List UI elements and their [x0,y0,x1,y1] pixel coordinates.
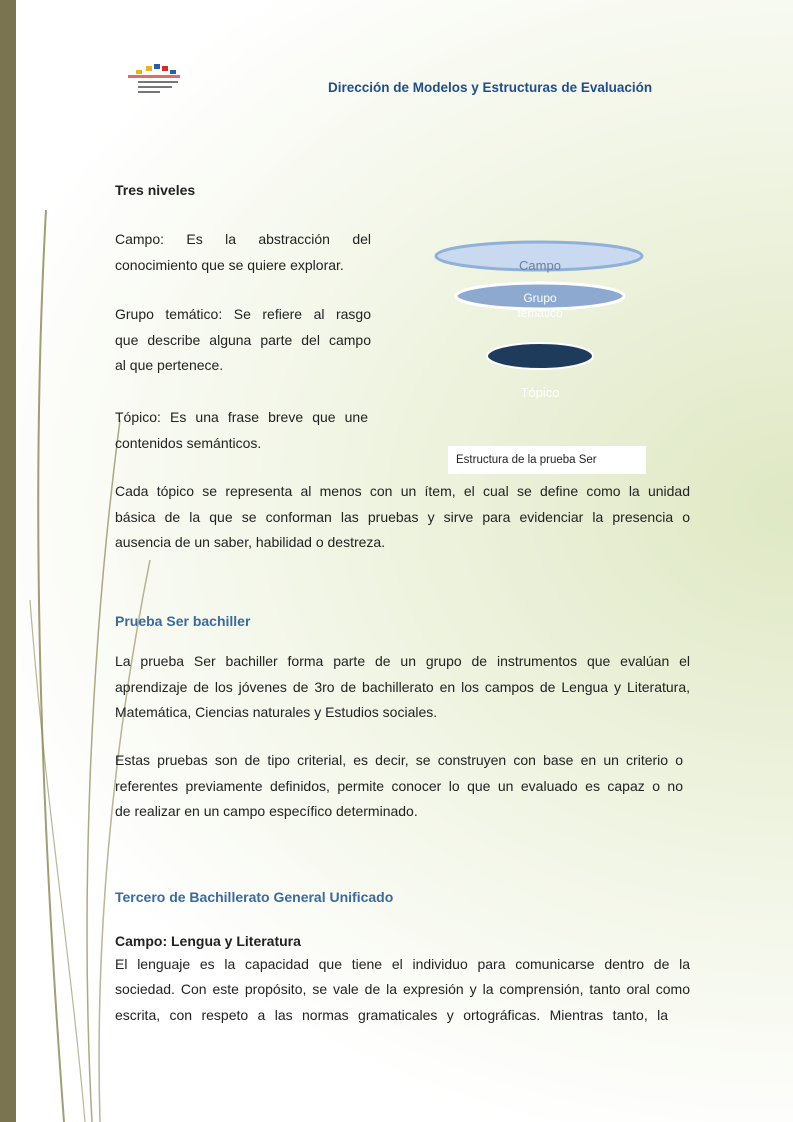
topico-paragraph-line2: básica de la que se conforman las pruebas y sirve para evidenciar la presencia o [115,509,690,525]
prueba-p1-line3: Matemática, Ciencias naturales y Estudios sociales. [115,704,438,720]
prueba-p1-line2: aprendizaje de los jóvenes de 3ro de bachillerato en los campos de Lengua y Literatura, [115,679,690,695]
grupo-label-line2: temático [517,306,563,320]
prueba-p1-line1: La prueba Ser bachiller forma parte de un grupo de instrumentos que evalúan el [115,653,690,669]
topico-paragraph-line1: Cada tópico se representa al menos con un ítem, el cual se define como la unidad [115,483,690,499]
campo-definition-line2: conocimiento que se quiere explorar. [115,257,344,273]
grupo-label-line1: Grupo [523,291,557,305]
campo-label: Campo [519,258,561,273]
topico-definition-line2: contenidos semánticos. [115,435,262,451]
lengua-line2: sociedad. Con este propósito, se vale de la expresión y la comprensión, tanto oral como [115,981,690,997]
subheading-campo-lengua: Campo: Lengua y Literatura [115,933,301,949]
grupo-definition-line1: Grupo temático: Se refiere al rasgo [115,306,371,322]
heading-tres-niveles: Tres niveles [115,182,196,198]
topico-label: Tópico [520,385,560,400]
grupo-definition-line2: que describe alguna parte del campo [115,332,371,348]
heading-prueba-ser-bachiller: Prueba Ser bachiller [115,613,251,629]
topico-definition-line1: Tópico: Es una frase breve que une [115,409,368,425]
campo-definition-line1: Campo: Es la abstracción del [115,231,371,247]
prueba-p2-line3: de realizar en un campo específico determinado. [115,803,418,819]
header-title: Dirección de Modelos y Estructuras de Evaluación [328,80,653,95]
grupo-definition-line3: al que pertenece. [115,357,224,373]
institution-logo [116,62,192,100]
lengua-line1: El lenguaje es la capacidad que tiene el individuo para comunicarse dentro de la [115,956,690,972]
structure-diagram [430,232,650,412]
topico-ellipse [487,343,593,369]
prueba-p2-line1: Estas pruebas son de tipo criterial, es decir, se construyen con base en un criterio o [115,752,683,768]
topico-paragraph-line3: ausencia de un saber, habilidad o destreza. [115,534,386,550]
lengua-line3: escrita, con respeto a las normas gramaticales y ortográficas. Mientras tanto, la [115,1007,668,1023]
heading-tercero-bachillerato: Tercero de Bachillerato General Unificado [115,889,394,905]
diagram-caption: Estructura de la prueba Ser [448,446,646,474]
prueba-p2-line2: referentes previamente definidos, permite conocer lo que un evaluado es capaz o no [115,778,683,794]
